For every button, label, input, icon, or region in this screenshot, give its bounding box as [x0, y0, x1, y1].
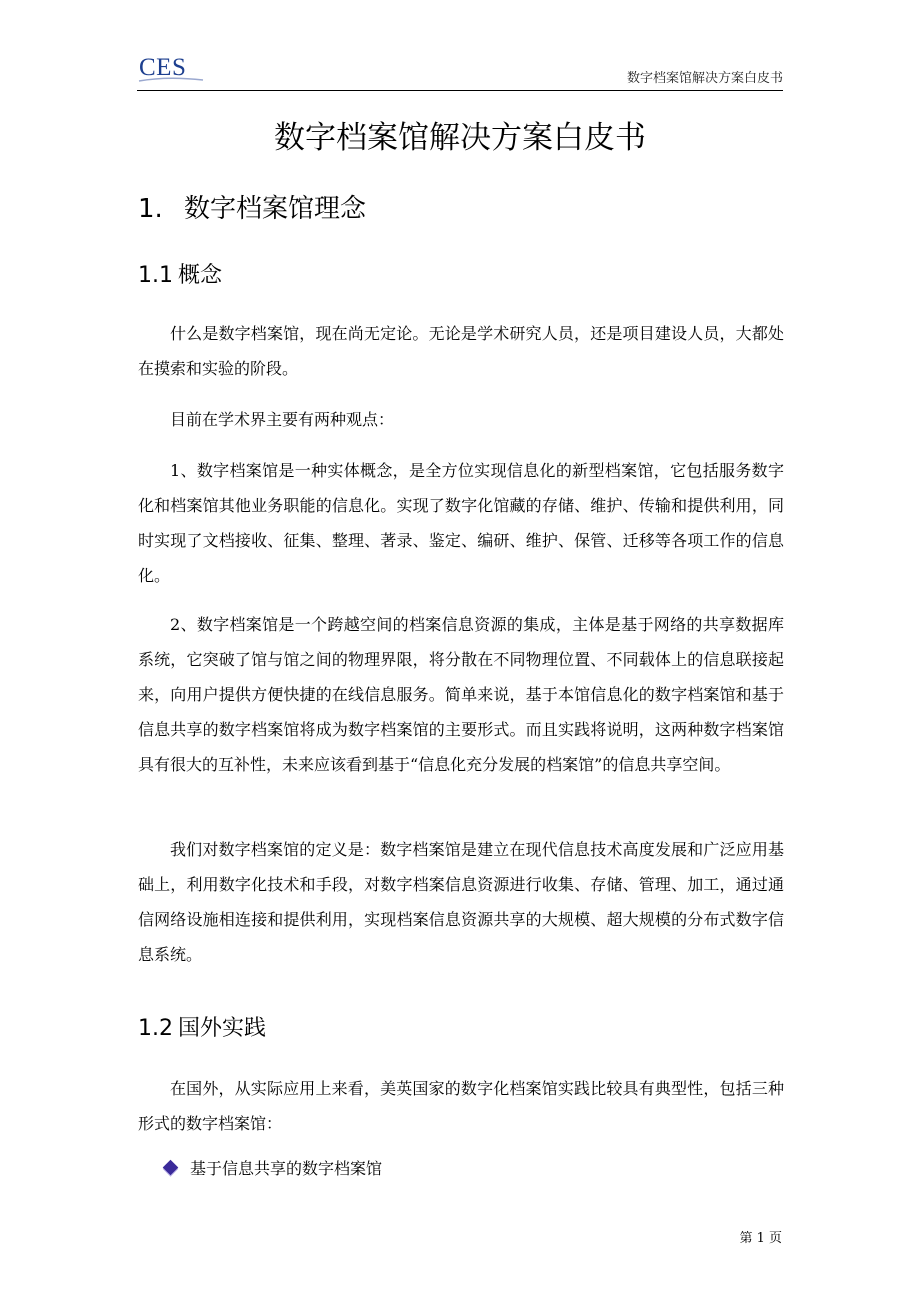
header-title: 数字档案馆解决方案白皮书: [626, 71, 783, 86]
ces-logo: CES: [139, 54, 187, 81]
section-number: 1.: [138, 194, 163, 224]
section-heading-1-1: [138, 258, 222, 289]
bullet-item: [165, 1151, 382, 1186]
section-title: 概念: [178, 263, 223, 288]
paragraph: 我们对数字档案馆的定义是：数字档案馆是建立在现代信息技术高度发展和广泛应用基础上，利用数字化技术和手段，对数字档案信息资源进行收集、存储、管理、加工，通过通信网络设施相连接和提供利用，实现档案信息资源共享的大规模、超大规模的分布式数字信息系统。: [138, 840, 784, 964]
section-title: 数字档案馆理念: [184, 194, 367, 224]
paragraph: 在国外，从实际应用上来看，美英国家的数字化档案馆实践比较具有典型性，包括三种形式的数字档案馆：: [138, 1079, 784, 1133]
section-heading-1: [138, 188, 366, 225]
page-header: [137, 52, 783, 91]
paragraph: 什么是数字档案馆，现在尚无定论。无论是学术研究人员，还是项目建设人员，大都处在摸索和实验的阶段。: [138, 324, 784, 378]
section-heading-1-2: [138, 1011, 266, 1042]
section-number: 1.1: [138, 263, 173, 288]
logo-swoosh-icon: [137, 76, 207, 84]
paragraph: 2、数字档案馆是一个跨越空间的档案信息资源的集成，主体是基于网络的共享数据库系统，它突破了馆与馆之间的物理界限，将分散在不同物理位置、不同载体上的信息联接起来，向用户提供方便快捷的在线信息服务。简单来说，基于本馆信息化的数字档案馆和基于信息共享的数字档案馆将成为数字档案馆的主要形式。而且实践将说明，这两种数字档案馆具有很大的互补性，未来应该看到基于“信息化充分发展的档案馆”的信息共享空间。: [138, 615, 784, 774]
page-number: 第 1 页: [739, 1231, 782, 1246]
section-title: 国外实践: [178, 1016, 267, 1041]
diamond-bullet-icon: [163, 1160, 179, 1176]
paragraph: 1、数字档案馆是一种实体概念，是全方位实现信息化的新型档案馆，它包括服务数字化和档案馆其他业务职能的信息化。实现了数字化馆藏的存储、维护、传输和提供利用，同时实现了文档接收、征集、整理、著录、鉴定、编研、维护、保管、迁移等各项工作的信息化。: [138, 461, 784, 585]
paragraph: 目前在学术界主要有两种观点：: [170, 410, 395, 429]
document-title: 数字档案馆解决方案白皮书: [274, 120, 646, 156]
bullet-text: 基于信息共享的数字档案馆: [190, 1159, 383, 1178]
section-number: 1.2: [138, 1016, 173, 1041]
